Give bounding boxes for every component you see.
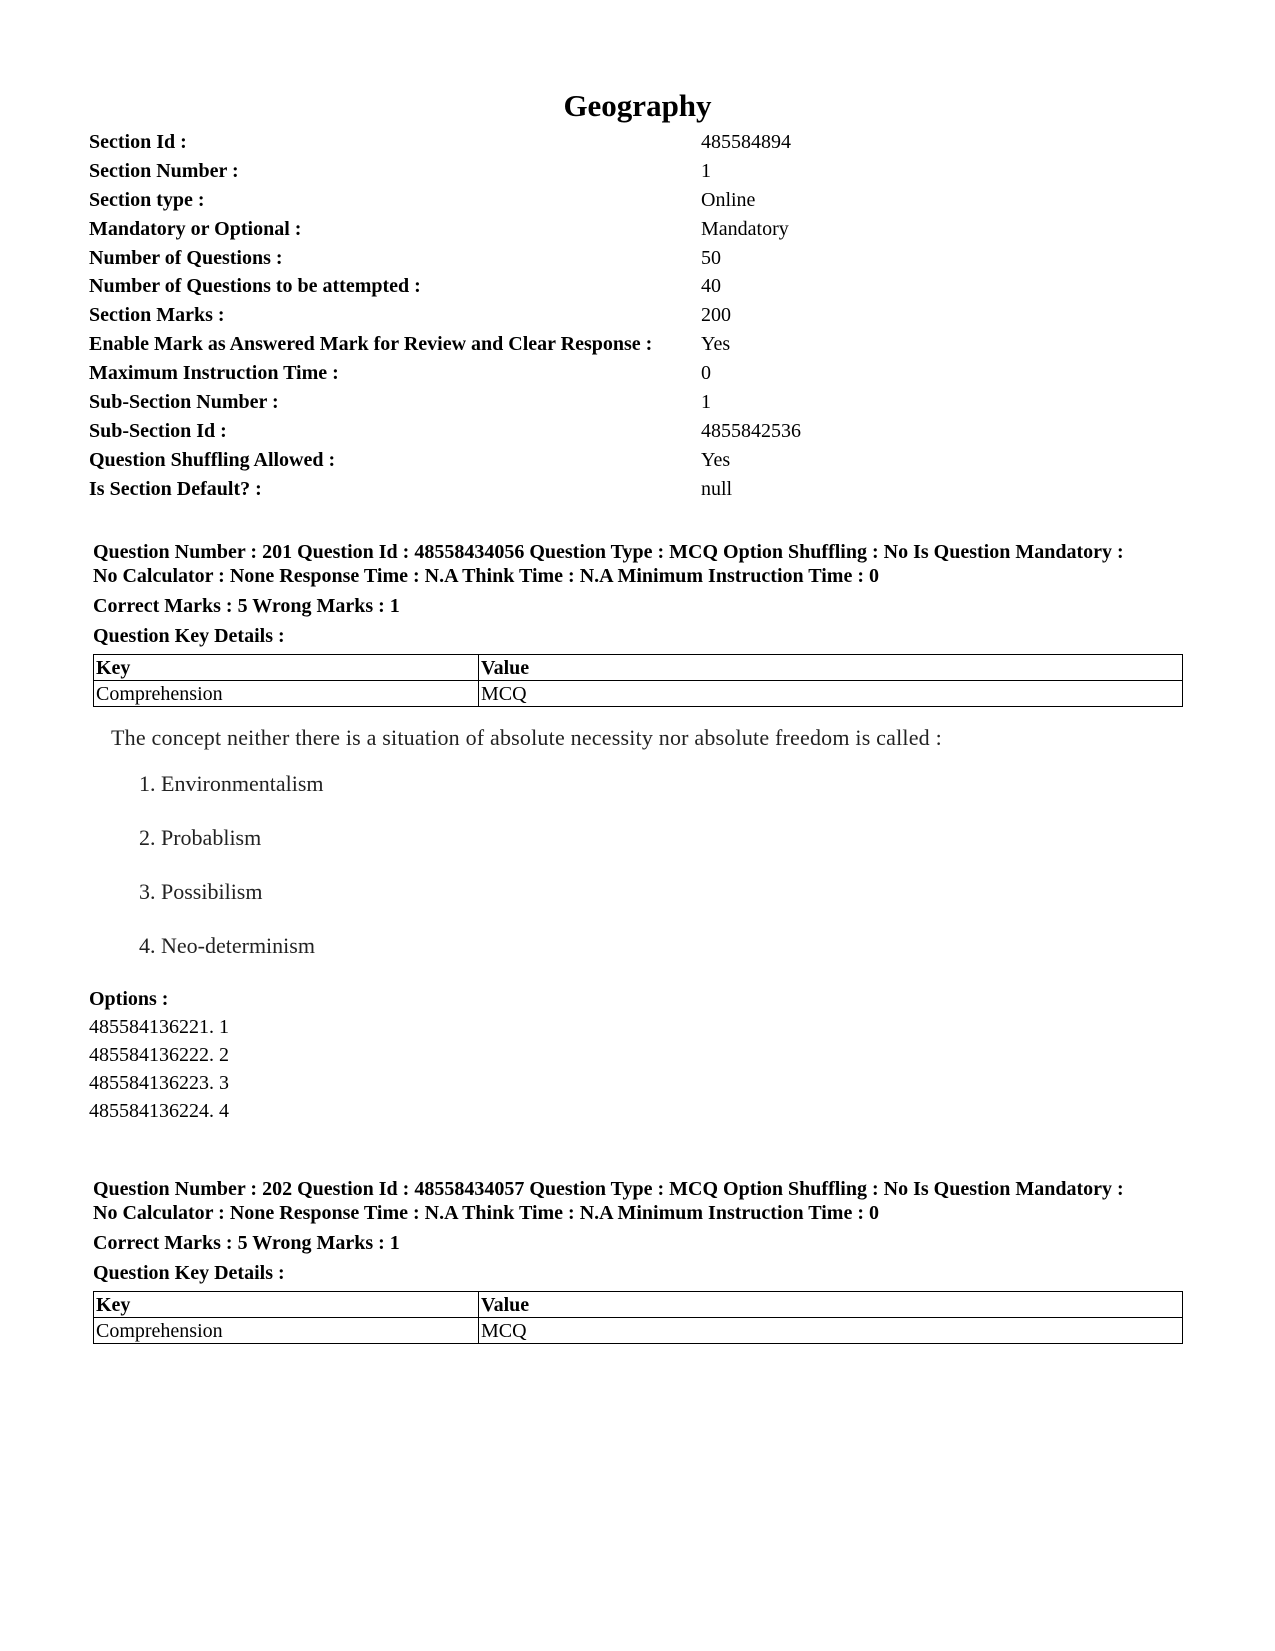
table-header-key: Key: [94, 1292, 479, 1318]
meta-label: Is Section Default? :: [89, 477, 262, 500]
table-row: [94, 681, 1183, 707]
meta-label: Number of Questions :: [89, 246, 283, 269]
meta-value: 50: [701, 246, 721, 269]
table-header-key: Key: [94, 655, 479, 681]
meta-value: 40: [701, 275, 721, 298]
question-marks: Correct Marks : 5 Wrong Marks : 1: [93, 1232, 400, 1254]
question-block-202: [93, 1177, 1193, 1344]
meta-row-section-default: [89, 475, 989, 504]
question-key-table: [93, 654, 1183, 707]
meta-row-section-id: [89, 128, 989, 157]
meta-label: Section Marks :: [89, 304, 225, 327]
meta-label: Enable Mark as Answered Mark for Review and Clear Response :: [89, 333, 653, 356]
meta-row-mandatory: [89, 215, 989, 244]
question-block-201: [89, 540, 1193, 1125]
meta-value: null: [701, 477, 733, 500]
section-metadata: [89, 128, 989, 504]
question-header-line: Question Number : 201 Question Id : 48558434056 Question Type : MCQ Option Shuffling : No Is Question Mandatory :: [93, 541, 1124, 563]
meta-row-section-type: [89, 186, 989, 215]
meta-value: 200: [701, 304, 731, 327]
meta-value: Online: [701, 188, 756, 211]
meta-label: Number of Questions to be attempted :: [89, 275, 421, 298]
choice-item: 3. Possibilism: [139, 879, 263, 904]
meta-value: 0: [701, 362, 711, 385]
option-item: 485584136223. 3: [89, 1072, 229, 1094]
question-header-line: No Calculator : None Response Time : N.A Think Time : N.A Minimum Instruction Time : 0: [93, 1202, 879, 1224]
choice-item: 4. Neo-determinism: [139, 933, 315, 958]
option-item: 485584136224. 4: [89, 1100, 229, 1122]
choice-item: 2. Probablism: [139, 825, 262, 850]
question-text: The concept neither there is a situation of absolute necessity nor absolute freedom is called :: [111, 725, 942, 750]
meta-value: 1: [701, 390, 711, 413]
meta-row-section-number: [89, 157, 989, 186]
question-header-line: Question Number : 202 Question Id : 48558434057 Question Type : MCQ Option Shuffling : No Is Question Mandatory :: [93, 1178, 1124, 1200]
meta-row-questions-to-attempt: [89, 272, 989, 301]
question-marks: Correct Marks : 5 Wrong Marks : 1: [93, 595, 400, 617]
question-choices: [139, 769, 1193, 985]
meta-row-sub-section-id: [89, 417, 989, 446]
meta-label: Section type :: [89, 188, 205, 211]
question-key-table: [93, 1291, 1183, 1344]
meta-label: Section Number :: [89, 159, 239, 182]
meta-label: Maximum Instruction Time :: [89, 362, 339, 385]
meta-value: Mandatory: [701, 217, 789, 240]
meta-value: 485584894: [701, 130, 791, 153]
meta-value: Yes: [701, 333, 731, 356]
meta-row-section-marks: [89, 301, 989, 330]
option-item: 485584136222. 2: [89, 1044, 229, 1066]
options-list: [89, 1013, 1193, 1125]
meta-label: Sub-Section Id :: [89, 419, 227, 442]
question-header-line: No Calculator : None Response Time : N.A Think Time : N.A Minimum Instruction Time : 0: [93, 565, 879, 587]
meta-value: Yes: [701, 448, 731, 471]
meta-label: Sub-Section Number :: [89, 390, 279, 413]
table-cell-key: Comprehension: [94, 681, 479, 707]
meta-label: Question Shuffling Allowed :: [89, 448, 336, 471]
option-item: 485584136221. 1: [89, 1016, 229, 1038]
meta-row-sub-section-number: [89, 388, 989, 417]
question-header: [93, 540, 1193, 588]
table-header-value: Value: [479, 655, 1183, 681]
choice-item: 1. Environmentalism: [139, 771, 324, 796]
question-key-details-label: Question Key Details :: [93, 625, 285, 647]
table-cell-key: Comprehension: [94, 1318, 479, 1344]
meta-row-shuffling-allowed: [89, 446, 989, 475]
question-key-details-label: Question Key Details :: [93, 1262, 285, 1284]
meta-value: 1: [701, 159, 711, 182]
table-header-row: [94, 655, 1183, 681]
table-row: [94, 1318, 1183, 1344]
table-header-row: [94, 1292, 1183, 1318]
meta-row-number-of-questions: [89, 244, 989, 273]
table-cell-value: MCQ: [479, 681, 1183, 707]
table-header-value: Value: [479, 1292, 1183, 1318]
meta-row-enable-mark: [89, 330, 989, 359]
meta-row-max-instruction-time: [89, 359, 989, 388]
options-label: Options :: [89, 988, 169, 1010]
meta-label: Section Id :: [89, 130, 187, 153]
question-header: [93, 1177, 1193, 1225]
meta-label: Mandatory or Optional :: [89, 217, 302, 240]
page-title: Geography: [563, 88, 712, 123]
table-cell-value: MCQ: [479, 1318, 1183, 1344]
meta-value: 4855842536: [701, 419, 801, 442]
question-content: [111, 725, 1193, 985]
